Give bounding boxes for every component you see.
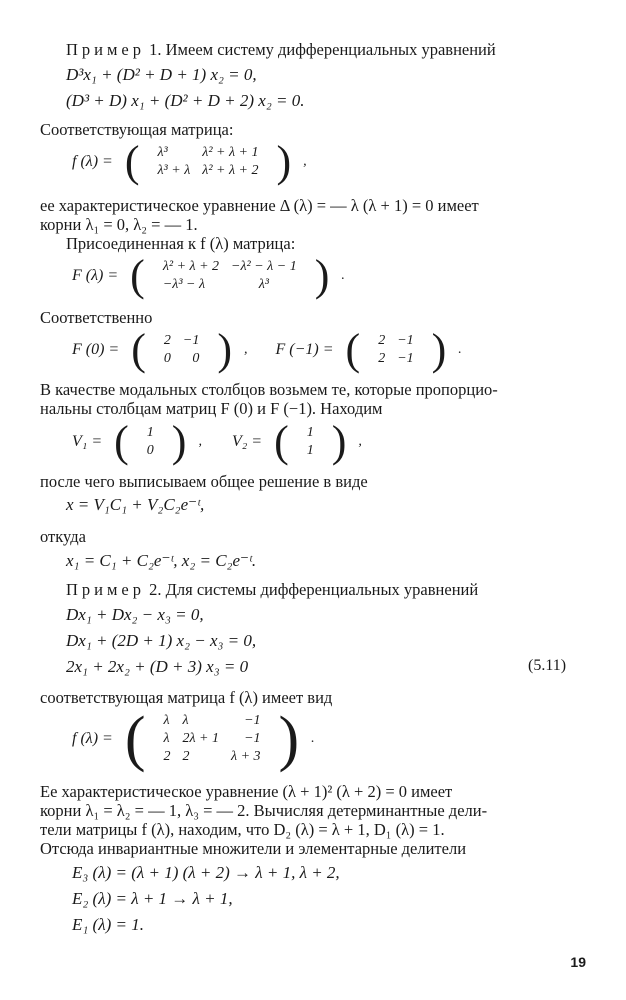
- ex1-solution: x₁ = C₁ + C₂e⁻ᵗ, x₂ = C₂e⁻ᵗ.: [66, 551, 257, 570]
- matrix-cell: λ: [163, 713, 170, 728]
- left-paren: (: [345, 325, 361, 374]
- example-2-word: Пример: [66, 580, 146, 599]
- matrix-cell: λ: [163, 731, 170, 746]
- ex1-F0-tail: ,: [244, 342, 248, 357]
- matrix-cell: 0: [163, 351, 171, 366]
- right-paren: ): [276, 137, 292, 186]
- matrix-cell: 2λ + 1: [182, 731, 219, 746]
- right-paren: ): [171, 417, 187, 466]
- ex2-char-line-4: Отсюда инвариантные множители и элементарные делители: [40, 839, 467, 858]
- ex1-matrix-intro: Соответствующая матрица:: [40, 120, 234, 139]
- ex2-char-line-3: тели матрицы f (λ), находим, что D₂ (λ) = λ + 1, D₁ (λ) = 1.: [40, 820, 445, 839]
- ex1-f-label: f (λ) =: [72, 153, 113, 170]
- ex1-F-tail: .: [341, 268, 345, 283]
- ex1-equation-1: D³x₁ + (D² + D + 1) x₂ = 0,: [66, 65, 257, 84]
- ex1-equation-2: (D³ + D) x₁ + (D² + D + 2) x₂ = 0.: [66, 91, 305, 110]
- right-paren: ): [331, 417, 347, 466]
- matrix-cell: −1: [397, 351, 414, 366]
- matrix-cell: λ³: [258, 277, 269, 292]
- example-2-heading: [66, 580, 478, 600]
- matrix-cell: λ: [182, 713, 189, 728]
- left-paren: (: [131, 325, 146, 374]
- ex1-f-matrix: [66, 137, 313, 186]
- matrix-cell: λ² + λ + 2: [162, 259, 220, 274]
- left-paren: (: [124, 137, 140, 186]
- ex2-char-line-2: корни λ₁ = λ₂ = — 1, λ₃ = — 2. Вычисляя детерминантные дели-: [40, 801, 488, 820]
- matrix-cell: λ + 3: [231, 749, 261, 764]
- right-paren: ): [431, 325, 447, 374]
- ex2-f-tail: .: [311, 731, 315, 746]
- ex1-f-tail: ,: [303, 154, 307, 169]
- ex2-f-label: f (λ) =: [72, 730, 113, 747]
- matrix-cell: −1: [244, 731, 261, 746]
- ex1-V2-tail: ,: [358, 434, 362, 449]
- left-paren: (: [130, 251, 145, 300]
- ex2-E3: E₃ (λ) = (λ + 1) (λ + 2) → λ + 1, λ + 2,: [72, 863, 340, 882]
- matrix-cell: 0: [146, 443, 154, 458]
- ex1-general-eq: x = V₁C₁ + V₂C₂e⁻ᵗ,: [66, 495, 205, 514]
- ex1-modal-line-1: В качестве модальных столбцов возьмем те, которые пропорцио-: [40, 380, 498, 399]
- matrix-cell: λ³: [157, 145, 168, 160]
- ex1-F0-Fm1: [66, 325, 468, 374]
- matrix-cell: λ² + λ + 1: [202, 145, 259, 160]
- example-2-heading-text: 2. Для системы дифференциальных уравнений: [149, 580, 479, 599]
- left-paren: (: [124, 705, 146, 773]
- matrix-cell: −λ³ − λ: [162, 277, 206, 292]
- matrix-cell: 2: [182, 749, 190, 764]
- matrix-cell: 1: [306, 425, 314, 440]
- matrix-cell: 1: [306, 443, 314, 458]
- ex1-char-line-1: ее характеристическое уравнение Δ (λ) = — λ (λ + 1) = 0 имеет: [40, 196, 479, 215]
- ex2-matrix-intro: соответствующая матрица f (λ) имеет вид: [40, 688, 333, 707]
- ex2-equation-1: Dx₁ + Dx₂ − x₃ = 0,: [66, 605, 204, 624]
- matrix-cell: 0: [192, 351, 200, 366]
- ex2-equation-2: Dx₁ + (2D + 1) x₂ − x₃ = 0,: [66, 631, 257, 650]
- ex2-E1: E₁ (λ) = 1.: [72, 915, 144, 934]
- matrix-cell: 2: [378, 351, 386, 366]
- page-number: 19: [570, 954, 586, 970]
- ex1-V1-label: V₁ =: [72, 433, 103, 450]
- matrix-cell: −1: [244, 713, 261, 728]
- ex2-equation-3: 2x₁ + 2x₂ + (D + 3) x₃ = 0: [66, 657, 249, 676]
- ex1-char-line-2: корни λ₁ = 0, λ₂ = — 1.: [40, 215, 198, 234]
- ex1-V2-label: V₂ =: [231, 433, 263, 450]
- ex1-modal-line-2: нальны столбцам матриц F (0) и F (−1). Находим: [40, 399, 383, 418]
- matrix-cell: 2: [163, 333, 171, 348]
- ex1-Fm1-label: F (−1) =: [275, 341, 334, 358]
- matrix-cell: 2: [163, 749, 171, 764]
- matrix-cell: −1: [397, 333, 414, 348]
- matrix-cell: λ³ + λ: [157, 163, 191, 178]
- ex1-resp: Соответственно: [40, 308, 153, 327]
- matrix-cell: −λ² − λ − 1: [231, 259, 297, 274]
- ex1-adj-intro: Присоединенная к f (λ) матрица:: [66, 234, 296, 253]
- right-paren: ): [217, 325, 232, 374]
- left-paren: (: [114, 417, 129, 466]
- ex2-f-matrix: [66, 705, 321, 773]
- matrix-cell: 1: [146, 425, 154, 440]
- ex1-Fm1-tail: .: [458, 342, 462, 357]
- matrix-cell: λ² + λ + 2: [202, 163, 259, 178]
- matrix-cell: −1: [182, 333, 200, 348]
- ex1-F-label: F (λ) =: [72, 267, 119, 284]
- ex1-general-intro: после чего выписываем общее решение в виде: [40, 472, 368, 491]
- ex1-whence: откуда: [40, 527, 86, 546]
- ex1-F-matrix: [66, 251, 351, 300]
- ex2-char-line-1: Ее характеристическое уравнение (λ + 1)² (λ + 2) = 0 имеет: [40, 782, 453, 801]
- example-1-word: Пример: [66, 40, 146, 59]
- ex1-V-vectors: [66, 417, 368, 466]
- right-paren: ): [278, 705, 300, 773]
- matrix-cell: 2: [378, 333, 386, 348]
- ex2-E2: E₂ (λ) = λ + 1 → λ + 1,: [72, 889, 233, 908]
- ex1-V1-tail: ,: [198, 434, 202, 449]
- left-paren: (: [274, 417, 289, 466]
- example-1-heading-text: 1. Имеем систему дифференциальных уравнений: [149, 40, 496, 59]
- equation-number: (5.11): [528, 657, 567, 674]
- example-1-heading: [66, 40, 496, 60]
- right-paren: ): [314, 251, 330, 300]
- ex1-F0-label: F (0) =: [72, 341, 120, 358]
